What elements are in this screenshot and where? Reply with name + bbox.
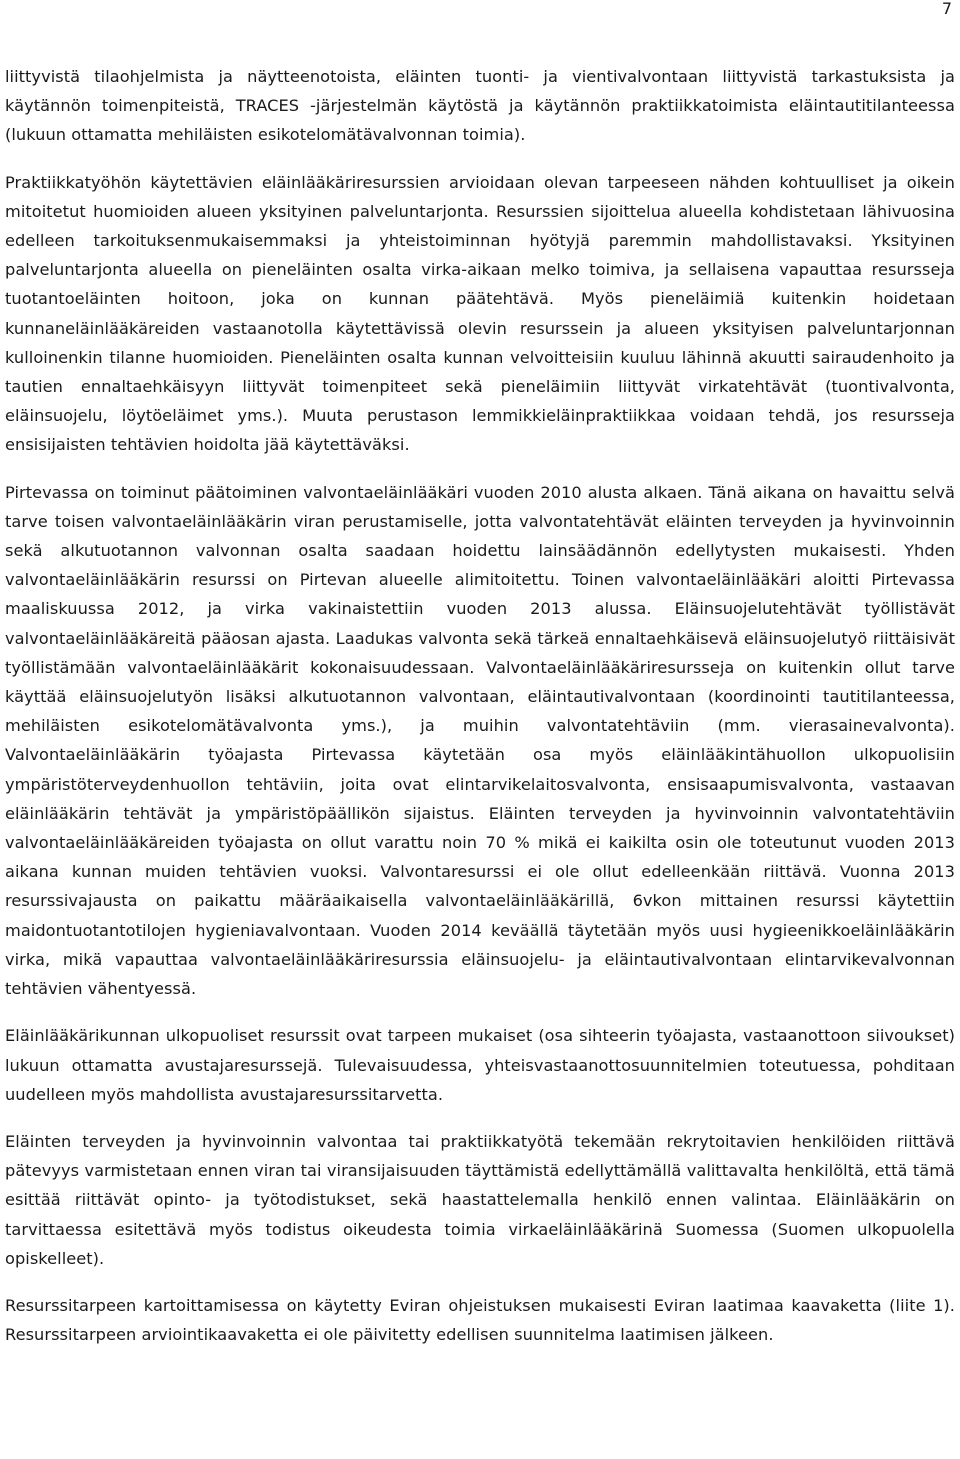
paragraph-6: Resurssitarpeen kartoittamisessa on käytetty Eviran ohjeistuksen mukaisesti Eviran laatimaa kaavaketta (liite 1). Resurssitarpeen arviointikaavaketta ei ole päivitetty edellisen suunnitelma laatimisen jälkeen.	[5, 1295, 955, 1345]
page-number: 7	[941, 0, 952, 18]
paragraph-1: liittyvistä tilaohjelmista ja näytteenotoista, eläinten tuonti- ja vientivalvontaan liittyvistä tarkastuksista ja käytännön toimenpiteistä, TRACES -järjestelmän käytöstä ja käytännön praktiikkatoimista eläintautitilanteessa (lukuun ottamatta mehiläisten esikotelomätävalvonnan toimia).	[5, 67, 955, 145]
paragraph-4: Eläinlääkärikunnan ulkopuoliset resurssit ovat tarpeen mukaiset (osa sihteerin työajasta, vastaanottoon siivoukset) lukuun ottamatta avustajaresurssejä. Tulevaisuudessa, yhteisvastaanottosuunnitelmien toteutuessa, pohditaan uudelleen myös mahdollista avustajaresurssitarvetta.	[5, 1026, 955, 1104]
document-body	[5, 62, 955, 1349]
paragraph-2: Praktiikkatyöhön käytettävien eläinlääkäriresurssien arvioidaan olevan tarpeeseen nähden kohtuulliset ja oikein mitoitetut huomioiden alueen yksityinen palveluntarjonta. Resurssien sijoittelua alueella kohdistetaan lähivuosina edelleen tarkoituksenmukaisemmaksi ja yhteistoiminnan hyötyjä paremmin mahdollistavaksi. Yksityinen palveluntarjonta alueella on pieneläinten osalta virka-aikaan melko toimiva, ja sellaisena vapauttaa resursseja tuotantoeläinten hoitoon, joka on kunnan päätehtävä. Myös pieneläimiä kuitenkin hoidetaan kunnaneläinlääkäreiden vastaanotolla käytettävissä olevin resurssein ja alueen yksityisen palveluntarjonnan kulloinenkin tilanne huomioiden. Pieneläinten osalta kunnan velvoitteisiin kuuluu lähinnä akuutti sairaudenhoito ja tautien ennaltaehkäisyyn liittyvät toimenpiteet sekä pieneläimiin liittyvät virkatehtävät (tuontivalvonta, eläinsuojelu, löytöeläimet yms.). Muuta perustason lemmikkieläinpraktiikkaa voidaan tehdä, jos resursseja ensisijaisten tehtävien hoidolta jää käytettäväksi.	[5, 172, 955, 455]
paragraph-5: Eläinten terveyden ja hyvinvoinnin valvontaa tai praktiikkatyötä tekemään rekrytoitavien henkilöiden riittävä pätevyys varmistetaan ennen viran tai viransijaisuuden täyttämistä edellyttämällä valittavalta henkilöltä, että tämä esittää riittävät opinto- ja työtodistukset, sekä haastattelemalla henkilö ennen valintaa. Eläinlääkärin on tarvittaessa esitettävä myös todistus oikeudesta toimia virkaeläinlääkärinä Suomessa (Suomen ulkopuolella opiskelleet).	[5, 1131, 955, 1268]
paragraph-3: Pirtevassa on toiminut päätoiminen valvontaeläinlääkäri vuoden 2010 alusta alkaen. Tänä aikana on havaittu selvä tarve toisen valvontaeläinlääkärin viran perustamiselle, jotta valvontatehtävät eläinten terveyden ja hyvinvoinnin sekä alkutuotannon valvonnan osalta saadaan hoidettu lainsäädännön edellytysten mukaisesti. Yhden valvontaeläinlääkärin resurssi on Pirtevan alueelle alimitoitettu. Toinen valvontaeläinlääkäri aloitti Pirtevassa maaliskuussa 2012, ja virka vakinaistettiin vuoden 2013 alussa. Eläinsuojelutehtävät työllistävät valvontaeläinlääkäreitä pääosan ajasta. Laadukas valvonta sekä tärkeä ennaltaehkäisevä eläinsuojelutyö riittäisivät työllistämään valvontaeläinlääkärit kokonaisuudessaan. Valvontaeläinlääkäriresursseja on kuitenkin ollut tarve käyttää eläinsuojelutyön lisäksi alkutuotannon valvontaan, eläintautivalvontaan (koordinointi tautitilanteessa, mehiläisten esikotelomätävalvonta yms.), ja muihin valvontatehtäviin (mm. vierasainevalvonta). Valvontaeläinlääkärin työajasta Pirtevassa käytetään osa myös eläinlääkintähuollon ulkopuolisiin ympäristöterveydenhuollon tehtäviin, joita ovat elintarvikelaitosvalvonta, ensisaapumisvalvonta, vastaavan eläinlääkärin tehtävät ja ympäristöpäällikön sijaistus. Eläinten terveyden ja hyvinvoinnin valvontatehtäviin valvontaeläinlääkäreiden työajasta on ollut varattu noin 70 % mikä ei kaikilta osin ole toteutunut vuoden 2013 aikana kunnan muiden tehtävien vuoksi. Valvontaresurssi ei ole ollut edelleenkään riittävä. Vuonna 2013 resurssivajausta on paikattu määräaikaisella valvontaeläinlääkärillä, 6vkon mittainen resurssi käytettiin maidontuotantotilojen hygieniavalvontaan. Vuoden 2014 keväällä täytetään myös uusi hygieenikkoeläinlääkärin virka, mikä vapauttaa valvontaeläinlääkäriresurssia eläinsuojelu- ja eläintautivalvontaan elintarvikevalvonnan tehtävien vähentyessä.	[5, 482, 955, 999]
